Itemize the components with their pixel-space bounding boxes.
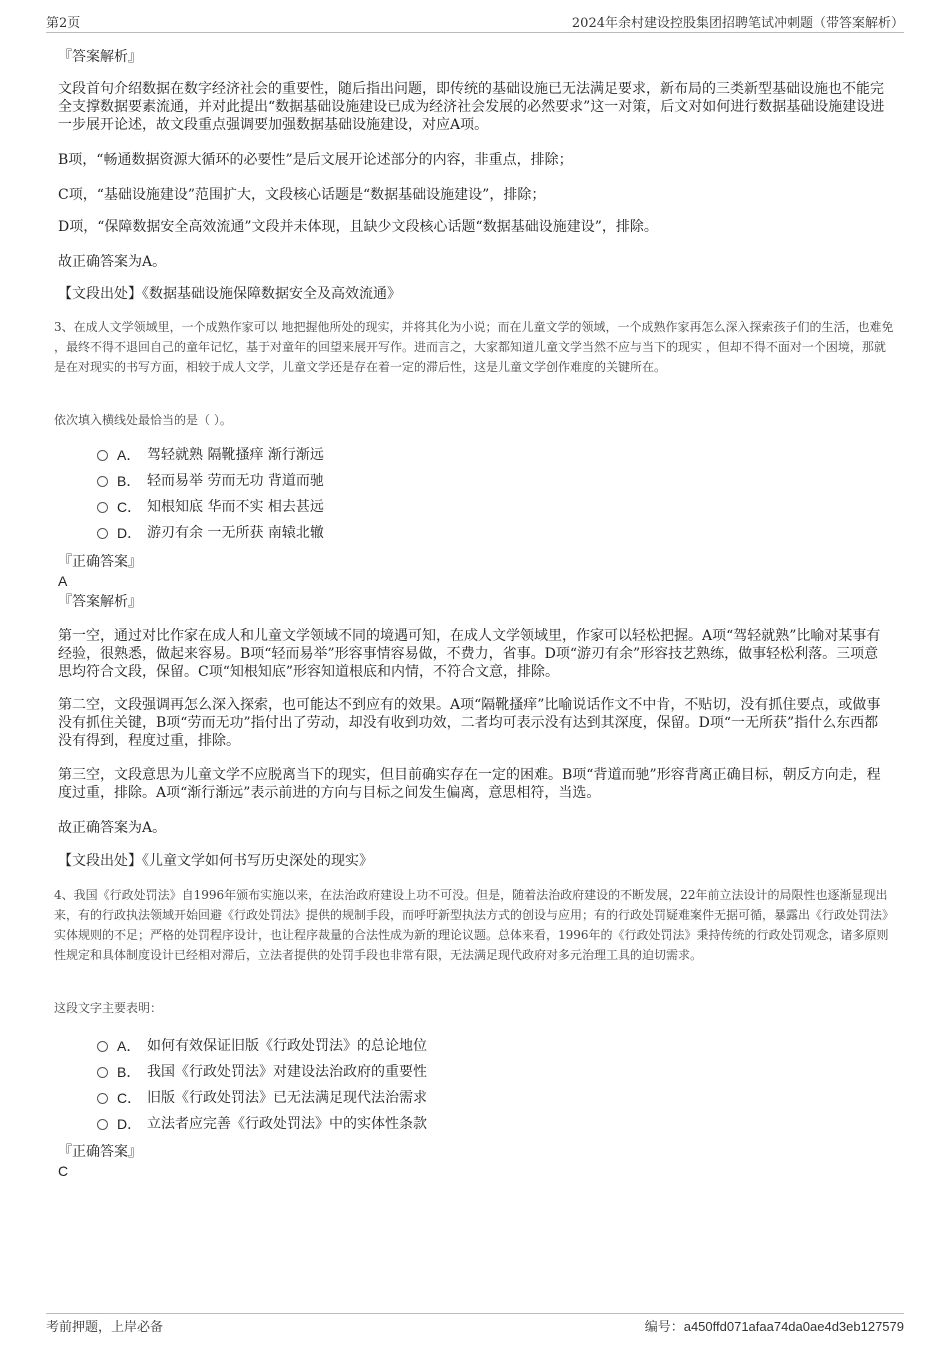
code-value: a450ffd071afaa74da0ae4d3eb127579 bbox=[683, 1319, 904, 1334]
page-header bbox=[46, 10, 904, 33]
option-b[interactable] bbox=[97, 1063, 427, 1081]
option-text: 驾轻就熟 隔靴搔痒 渐行渐远 bbox=[147, 447, 324, 463]
option-text: 我国《行政处罚法》对建设法治政府的重要性 bbox=[147, 1064, 427, 1080]
option-text: 游刃有余 一无所获 南辕北辙 bbox=[147, 525, 324, 541]
footer-slogan: 考前押题，上岸必备 bbox=[46, 1320, 164, 1335]
option-c[interactable] bbox=[97, 498, 324, 516]
radio-icon[interactable] bbox=[97, 1067, 108, 1078]
radio-icon[interactable] bbox=[97, 1041, 108, 1052]
option-letter: A． bbox=[117, 1038, 141, 1054]
analysis-label: 『答案解析』 bbox=[58, 49, 142, 65]
option-letter: A． bbox=[117, 447, 141, 463]
source-citation: 【文段出处】《儿童文学如何书写历史深处的现实》 bbox=[58, 853, 373, 869]
option-text: 旧版《行政处罚法》已无法满足现代法治需求 bbox=[147, 1090, 427, 1106]
option-text: 知根知底 华而不实 相去甚远 bbox=[147, 499, 324, 515]
source-citation: 【文段出处】《数据基础设施保障数据安全及高效流通》 bbox=[58, 286, 401, 302]
analysis-paragraph-3: 第三空，文段意思为儿童文学不应脱离当下的现实，但目前确实存在一定的困难。B项“背道而驰”形容背离正确目标，朝反方向走，程度过重，排除。A项“渐行渐远”表示前进的方向与目标之间发生偏离，意思相符，当选。 bbox=[58, 767, 881, 801]
option-d[interactable] bbox=[97, 524, 324, 542]
question-prompt: 这段文字主要表明： bbox=[54, 1001, 163, 1015]
radio-icon[interactable] bbox=[97, 450, 108, 461]
question-stem: 4、我国《行政处罚法》自1996年颁布实施以来，在法治政府建设上功不可没。但是，随着法治政府建设的不断发展，22年前立法设计的局限性也逐渐显现出来，有的行政执法领域开始回避《行政处罚法》提供的规制手段，而呼吁新型执法方式的创设与应用；有的行政处罚疑难案件无据可循，暴露出《行政处罚法》实体规则的不足；严格的处罚程序设计，也让程序裁量的合法性成为新的理论议题。总体来看，1996年的《行政处罚法》秉持传统的行政处罚观念，诸多原则性规定和具体制度设计已经相对滞后，立法者提供的处罚手段也非常有限，无法满足现代政府对多元治理工具的迫切需求。 bbox=[54, 888, 895, 962]
option-text: 立法者应完善《行政处罚法》中的实体性条款 bbox=[147, 1116, 427, 1132]
radio-icon[interactable] bbox=[97, 1119, 108, 1130]
analysis-option-c: C项，“基础设施建设”范围扩大，文段核心话题是“数据基础设施建设”，排除； bbox=[58, 187, 546, 203]
answer-value: A bbox=[58, 573, 68, 589]
option-text: 如何有效保证旧版《行政处罚法》的总论地位 bbox=[147, 1038, 427, 1054]
analysis-option-b: B项，“畅通数据资源大循环的必要性”是后文展开论述部分的内容，非重点，排除； bbox=[58, 152, 573, 168]
answer-value: C bbox=[58, 1163, 69, 1179]
option-letter: B． bbox=[117, 473, 141, 489]
analysis-paragraph: 文段首句介绍数据在数字经济社会的重要性，随后指出问题，即传统的基础设施已无法满足要求，新布局的三类新型基础设施也不能完全支撑数据要素流通，并对此提出“数据基础设施建设已成为经济社会发展的必然要求”这一对策，后文对如何进行数据基础设施建设进一步展开论述，故文段重点强调要加强数据基础设施建设，对应A项。 bbox=[58, 81, 885, 133]
option-letter: D． bbox=[117, 525, 142, 541]
page-footer bbox=[46, 1313, 904, 1334]
option-b[interactable] bbox=[97, 472, 324, 490]
question-prompt: 依次填入横线处最恰当的是（ ）。 bbox=[54, 413, 232, 427]
option-d[interactable] bbox=[97, 1115, 427, 1133]
analysis-label: 『答案解析』 bbox=[58, 594, 142, 610]
radio-icon[interactable] bbox=[97, 476, 108, 487]
radio-icon[interactable] bbox=[97, 502, 108, 513]
option-letter: D． bbox=[117, 1116, 142, 1132]
page-number: 第2页 bbox=[46, 16, 81, 31]
option-a[interactable] bbox=[97, 446, 324, 464]
radio-icon[interactable] bbox=[97, 1093, 108, 1104]
conclusion: 故正确答案为A。 bbox=[58, 254, 167, 270]
option-letter: C． bbox=[117, 499, 142, 515]
radio-icon[interactable] bbox=[97, 528, 108, 539]
code-label: 编号： bbox=[644, 1320, 684, 1335]
document-code bbox=[645, 1316, 904, 1335]
option-c[interactable] bbox=[97, 1089, 427, 1107]
analysis-paragraph-1: 第一空，通过对比作家在成人和儿童文学领域不同的境遇可知，在成人文学领域里，作家可以轻松把握。A项“驾轻就熟”比喻对某事有经验，很熟悉，做起来容易。B项“轻而易举”形容事情容易做，不费力，省事。D项“游刃有余”形容技艺熟练，做事轻松利落。三项意思均符合文段，保留。C项“知根知底”形容知道根底和内情，不符合文意，排除。 bbox=[58, 628, 881, 680]
option-text: 轻而易举 劳而无功 背道而驰 bbox=[147, 473, 324, 489]
answer-label: 『正确答案』 bbox=[58, 1144, 142, 1160]
option-a[interactable] bbox=[97, 1037, 427, 1055]
analysis-paragraph-2: 第二空，文段强调再怎么深入探索，也可能达不到应有的效果。A项“隔靴搔痒”比喻说话作文不中肯，不贴切，没有抓住要点，或做事没有抓住关键，B项“劳而无功”指付出了劳动，却没有收到功效，二者均可表示没有达到其深度，保留。D项“一无所获”指什么东西都没有得到，程度过重，排除。 bbox=[58, 697, 881, 749]
conclusion: 故正确答案为A。 bbox=[58, 820, 167, 836]
question-stem: 3、在成人文学领域里，一个成熟作家可以 地把握他所处的现实，并将其化为小说；而在儿童文学的领域，一个成熟作家再怎么深入探索孩子们的生活，也难免 ，最终不得不退回自己的童年记忆，基于对童年的回望来展开写作。进而言之，大家都知道儿童文学当然不应与当下的现实 ，但却不得不面对一个困境，那就是在对现实的书写方面，相较于成人文学，儿童文学还是存在着一定的滞后性，这是儿童文学创作难度的关键所在。 bbox=[54, 320, 894, 374]
answer-label: 『正确答案』 bbox=[58, 554, 142, 570]
analysis-option-d: D项，“保障数据安全高效流通”文段并未体现，且缺少文段核心话题“数据基础设施建设”，排除。 bbox=[58, 219, 658, 235]
option-letter: C． bbox=[117, 1090, 142, 1106]
document-title: 2024年余村建设控股集团招聘笔试冲刺题（带答案解析） bbox=[571, 16, 904, 31]
option-letter: B． bbox=[117, 1064, 141, 1080]
